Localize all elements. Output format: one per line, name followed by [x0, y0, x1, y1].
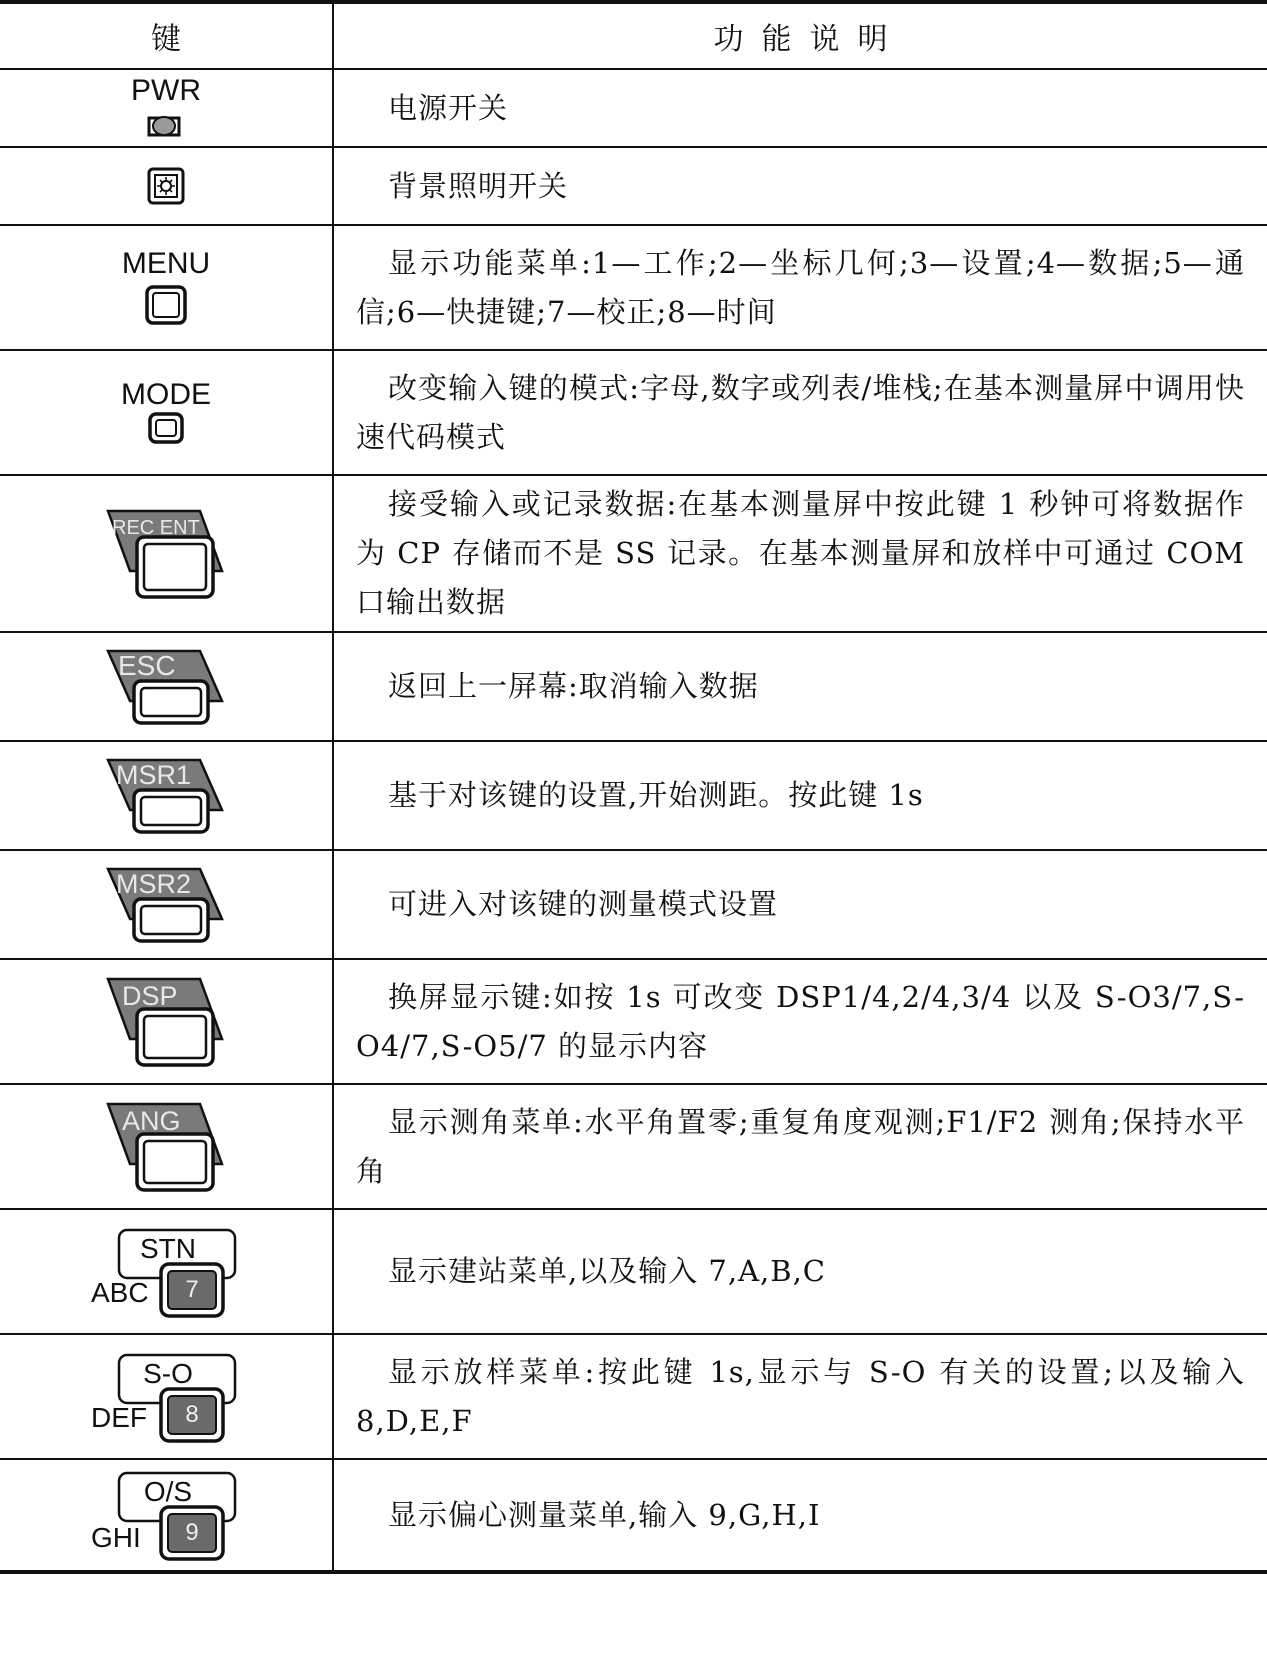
description-cell: 接受输入或记录数据:在基本测量屏中按此键 1 秒钟可将数据作为 CP 存储而不是 SS 记录。在基本测量屏和放样中可通过 COM 口输出数据	[333, 475, 1267, 632]
key-label: S-O	[143, 1357, 193, 1389]
power-key-icon	[121, 76, 211, 140]
key-column-header: 键	[0, 2, 333, 69]
description-cell: 显示测角菜单:水平角置零;重复角度观测;F1/F2 测角;保持水平角	[333, 1084, 1267, 1209]
description-cell: 可进入对该键的测量模式设置	[333, 850, 1267, 959]
key-label: MODE	[121, 377, 211, 411]
key-digit-label: 9	[185, 1519, 199, 1546]
key-cell	[0, 632, 333, 741]
table-row	[0, 632, 1267, 741]
key-label: STN	[140, 1232, 196, 1264]
description-cell: 显示放样菜单:按此键 1s,显示与 S-O 有关的设置;以及输入 8,D,E,F	[333, 1334, 1267, 1459]
description-cell: 改变输入键的模式:字母,数字或列表/堆栈;在基本测量屏中调用快速代码模式	[333, 350, 1267, 475]
stn-key-icon	[91, 1226, 241, 1318]
key-cell	[0, 1459, 333, 1572]
key-label: MSR2	[116, 868, 192, 899]
table-row	[0, 741, 1267, 850]
msr1-key-icon	[104, 756, 228, 836]
table-header-row	[0, 2, 1267, 69]
description-cell: 显示偏心测量菜单,输入 9,G,H,I	[333, 1459, 1267, 1572]
key-cell	[0, 225, 333, 350]
description-cell: 背景照明开关	[333, 147, 1267, 225]
key-label: MENU	[121, 246, 211, 280]
key-cell	[0, 350, 333, 475]
stake-out-key-icon	[91, 1351, 241, 1443]
backlight-key-icon	[146, 166, 186, 206]
dsp-key-icon	[104, 975, 228, 1069]
description-cell: 显示功能菜单:1—工作;2—坐标几何;3—设置;4—数据;5—通信;6—快捷键;7—校正;8—时间	[333, 225, 1267, 350]
key-label: ANG	[122, 1105, 181, 1136]
description-cell: 电源开关	[333, 69, 1267, 147]
ang-key-icon	[104, 1100, 228, 1194]
key-alt-label: ABC	[91, 1276, 149, 1308]
offset-key-icon	[91, 1469, 241, 1561]
menu-key-icon	[116, 246, 216, 327]
mode-key-icon	[116, 377, 216, 446]
description-cell: 显示建站菜单,以及输入 7,A,B,C	[333, 1209, 1267, 1334]
key-label: PWR	[131, 74, 201, 107]
key-cell	[0, 959, 333, 1084]
table-row	[0, 1209, 1267, 1334]
table-row	[0, 959, 1267, 1084]
key-label: O/S	[143, 1476, 193, 1507]
key-cell	[0, 1209, 333, 1334]
key-label: MSR1	[116, 759, 192, 790]
key-cell	[0, 1334, 333, 1459]
key-cell	[0, 1084, 333, 1209]
table-row	[0, 475, 1267, 632]
table-row	[0, 1459, 1267, 1572]
key-cell	[0, 69, 333, 147]
description-cell: 换屏显示键:如按 1s 可改变 DSP1/4,2/4,3/4 以及 S-O3/7,S-O4/7,S-O5/7 的显示内容	[333, 959, 1267, 1084]
table-row	[0, 1084, 1267, 1209]
rec-ent-key-icon	[104, 507, 228, 601]
table-row	[0, 147, 1267, 225]
key-alt-label: GHI	[91, 1522, 141, 1553]
key-digit-label: 8	[185, 1400, 199, 1428]
key-cell	[0, 850, 333, 959]
table-row	[0, 850, 1267, 959]
msr2-key-icon	[104, 865, 228, 945]
description-cell: 返回上一屏幕:取消输入数据	[333, 632, 1267, 741]
key-digit-label: 7	[185, 1275, 199, 1303]
esc-key-icon	[104, 647, 228, 727]
key-cell	[0, 741, 333, 850]
table-row	[0, 1334, 1267, 1459]
key-cell	[0, 475, 333, 632]
key-label: ESC	[118, 649, 176, 681]
table-row	[0, 69, 1267, 147]
key-label: DSP	[122, 980, 178, 1011]
table-row	[0, 225, 1267, 350]
key-alt-label: DEF	[91, 1401, 147, 1433]
table-row	[0, 350, 1267, 475]
key-label: REC ENT	[112, 516, 200, 539]
key-cell	[0, 147, 333, 225]
description-cell: 基于对该键的设置,开始测距。按此键 1s	[333, 741, 1267, 850]
description-column-header: 功能说明	[333, 2, 1267, 69]
